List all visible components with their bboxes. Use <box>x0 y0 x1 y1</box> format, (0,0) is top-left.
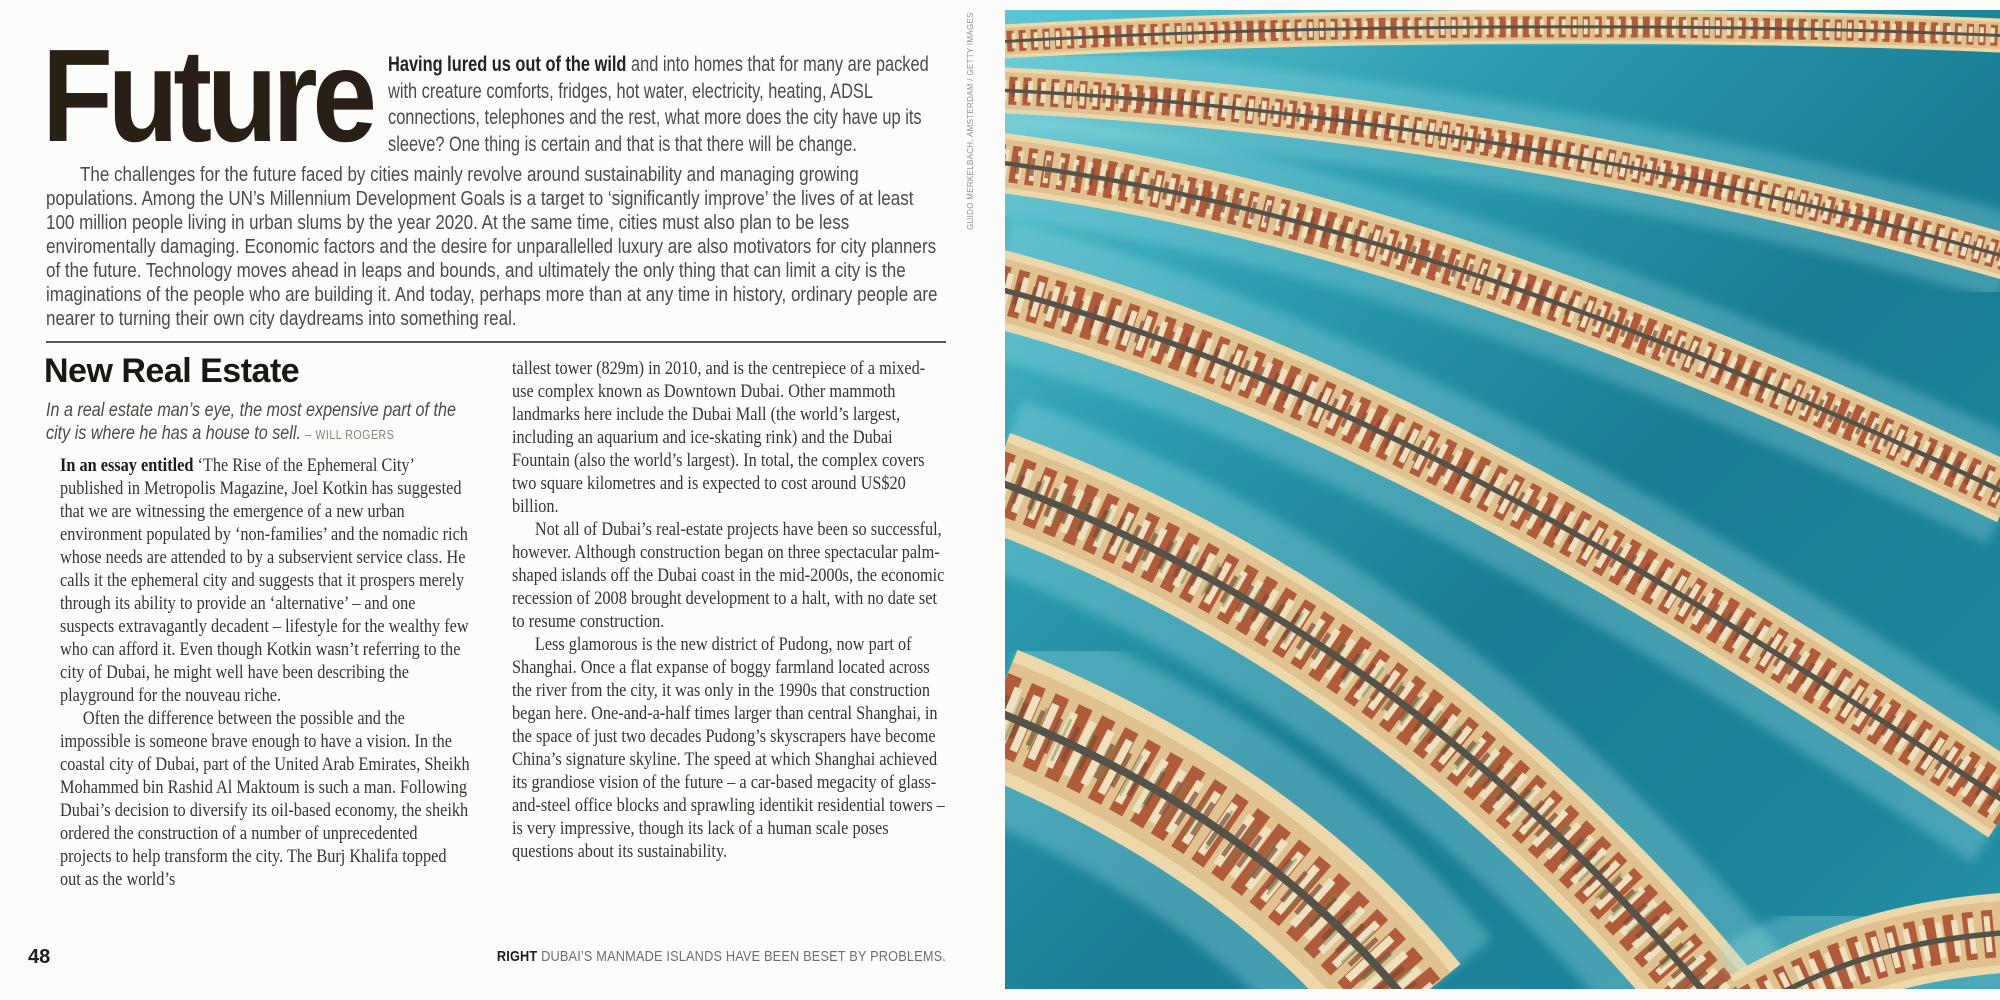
body-paragraph: Not all of Dubai’s real-estate projects have been so successful, however. Although construction began on three spectacular palm-shaped islands off the Dubai coast in the mid-2000s, the economic recession of 2008 brought development to a halt, with no date set to resume construction. <box>512 520 945 632</box>
body-paragraph: Less glamorous is the new district of Pudong, now part of Shanghai. Once a flat expanse of boggy farmland located across the river from the city, it was only in the 1990s that construction began here. One-and-a-half times larger than central Shanghai, in the space of just two decades Pudong’s skyscrapers have become China’s signature skyline. The speed at which Shanghai achieved its grandiose vision of the future – a car-based megacity of glass-and-steel office blocks and sprawling identikit residential towers – is very impressive, though its lack of a human scale poses questions about its sustainability. <box>512 635 945 862</box>
body-paragraph: In an essay entitled ‘The Rise of the Ephemeral City’ published in Metropolis Magazine, Joel Kotkin has suggested that we are witnessing the emergence of a new urban environment populated by ‘non-families’ and the nomadic rich whose needs are attended to by a subservient service class. He calls it the ephemeral city and suggests that it prospers merely through its ability to provide an ‘alternative’ – and one suspects extravagantly decadent – lifestyle for the wealthy few who can afford it. Even though Kotkin wasn’t referring to the city of Dubai, he might well have been describing the playground for the nouveau riche. <box>60 456 469 706</box>
caption-label: RIGHT <box>496 948 538 965</box>
page-number: 48 <box>28 946 51 968</box>
quote-attribution: – WILL ROGERS <box>305 428 395 442</box>
section-divider <box>46 341 946 343</box>
photo-illustration <box>1005 10 2000 989</box>
intro-lead-bold: Having lured us out of the wild <box>388 53 627 76</box>
page-title: Future <box>42 22 372 169</box>
caption-text: DUBAI’S MANMADE ISLANDS HAVE BEEN BESET BY PROBLEMS. <box>537 948 946 965</box>
aerial-photo-palm-jumeirah <box>1005 10 2000 989</box>
intro-lead <box>388 52 934 158</box>
section-title: New Real Estate <box>44 352 300 390</box>
body-paragraph: tallest tower (829m) in 2010, and is the centrepiece of a mixed-use complex known as Downtown Dubai. Other mammoth landmarks here include the Dubai Mall (the world’s largest, including an aquarium and ice-skating rink) and the Dubai Fountain (also the world’s largest). In total, the complex covers two square kilometres and is expected to cost around US$20 billion. <box>512 359 926 517</box>
frond-1 <box>1005 27 2000 42</box>
frond-corner <box>1750 932 2000 989</box>
body-column-1 <box>60 455 470 892</box>
quote-line-2: city is where he has a house to sell. <box>46 423 301 444</box>
body-column-2 <box>512 358 945 864</box>
body-paragraph: Often the difference between the possible and the impossible is someone brave enough to have a vision. In the coastal city of Dubai, part of the United Arab Emirates, Sheikh Mohammed bin Rashid Al Maktoum is such a man. Following Dubai’s decision to diversify its oil-based economy, the sheikh ordered the construction of a number of unprecedented projects to help transform the city. The Burj Khalifa topped out as the world’s <box>60 709 470 890</box>
body-paragraph-lead-bold: In an essay entitled <box>60 456 194 476</box>
photo-caption <box>96 948 946 965</box>
intro-lead-rest: and into homes that for many are packed with creature comforts, fridges, hot water, electricity, heating, ADSL connections, telephones and the rest, what more does the city have up its sleeve? One thing is certain and that is that there will be change. <box>388 53 929 156</box>
photo-credit: GUIDO MERKELBACH, AMSTERDAM / GETTY IMAGES <box>966 12 975 230</box>
quote-line-1: In a real estate man’s eye, the most expensive part of the <box>46 400 456 421</box>
intro-paragraph: The challenges for the future faced by cities mainly revolve around sustainability and managing growing populations. Among the UN’s Millennium Development Goals is a target to ‘significantly improve’ the lives of at least 100 million people living in urban slums by the year 2020. At the same time, cities must also plan to be less enviromentally damaging. Economic factors and the desire for unparallelled luxury are also motivators for city planners of the future. Technology moves ahead in leaps and bounds, and ultimately the only thing that can limit a city is the imaginations of the people who are building it. And today, perhaps more than at any time in history, ordinary people are nearer to turning their own city daydreams into something real. <box>46 164 938 330</box>
pull-quote <box>46 399 522 447</box>
